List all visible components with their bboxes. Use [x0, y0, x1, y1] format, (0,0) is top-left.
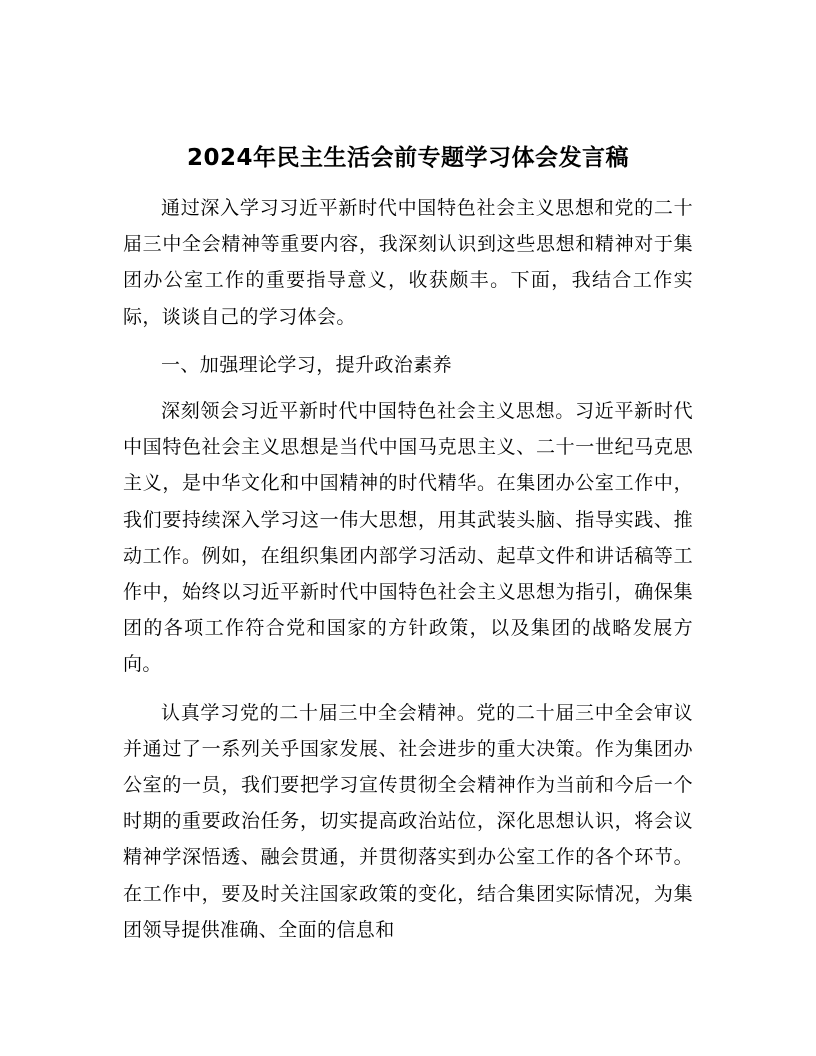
document-body: [123, 190, 693, 948]
body-paragraph: 认真学习党的二十届三中全会精神。党的二十届三中全会审议并通过了一系列关乎国家发展、社会进步的重大决策。作为集团办公室的一员，我们要把学习宣传贯彻全会精神作为当前和今后一个时期的重要政治任务，切实提高政治站位，深化思想认识，将会议精神学深悟透、融会贯通，并贯彻落实到办公室工作的各个环节。在工作中，要及时关注国家政策的变化，结合集团实际情况，为集团领导提供准确、全面的信息和: [123, 701, 693, 941]
intro-paragraph: 通过深入学习习近平新时代中国特色社会主义思想和党的二十届三中全会精神等重要内容，我深刻认识到这些思想和精神对于集团办公室工作的重要指导意义，收获颇丰。下面，我结合工作实际，谈谈自己的学习体会。: [123, 197, 693, 328]
document-title: 2024年民主生活会前专题学习体会发言稿: [186, 145, 629, 171]
body-paragraph: 深刻领会习近平新时代中国特色社会主义思想。习近平新时代中国特色社会主义思想是当代中国马克思主义、二十一世纪马克思主义，是中华文化和中国精神的时代精华。在集团办公室工作中，我们要持续深入学习这一伟大思想，用其武装头脑、指导实践、推动工作。例如，在组织集团内部学习活动、起草文件和讲话稿等工作中，始终以习近平新时代中国特色社会主义思想为指引，确保集团的各项工作符合党和国家的方针政策，以及集团的战略发展方向。: [123, 400, 693, 676]
section-heading: 一、加强理论学习，提升政治素养: [161, 353, 453, 376]
